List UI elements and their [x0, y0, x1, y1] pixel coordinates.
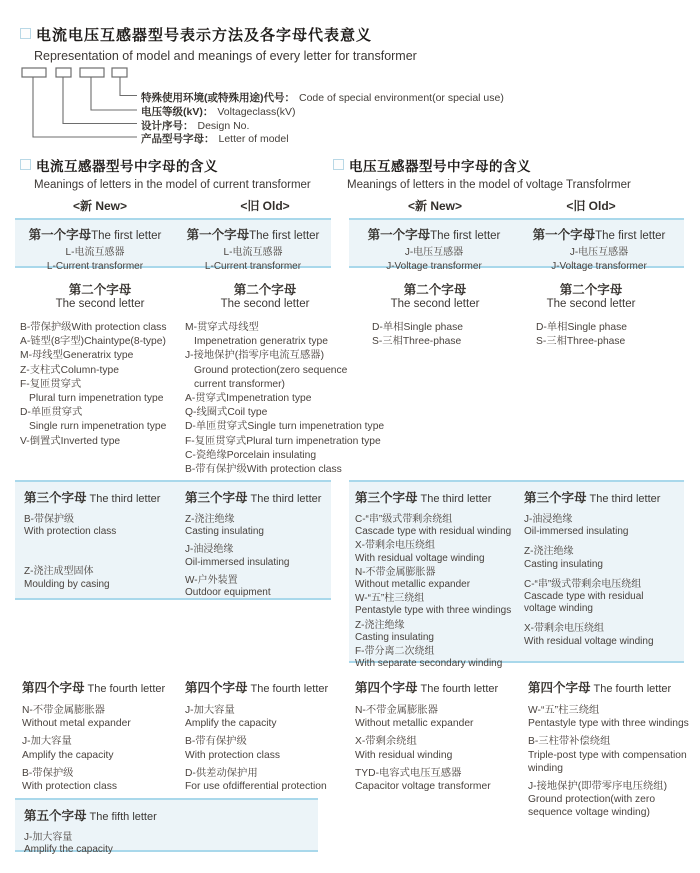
voltage-section-title — [333, 155, 631, 191]
entry-line: C-“串”级式带剩余电压绕组 — [524, 578, 642, 590]
entry-line: voltage winding — [524, 603, 593, 615]
first-letter-head-en: The first letter — [91, 230, 162, 242]
entry-line: With residual voltage winding — [524, 635, 654, 647]
letter-entry-list — [20, 321, 180, 449]
entry-line: J-加大容量 — [24, 832, 73, 843]
entry-line: winding — [528, 762, 563, 774]
entry-line: J-油浸绝缘 — [185, 544, 234, 556]
fourth-letter-head-zh: 第四个字母 — [355, 681, 418, 695]
letter-entry — [355, 767, 523, 793]
entry-line: A-贯穿式Impenetration type — [185, 393, 312, 405]
letter-entry — [20, 349, 180, 363]
entry-line: Amplify the capacity — [24, 844, 113, 856]
entry-line: Casting insulating — [524, 558, 603, 570]
entry-line: W-户外装置 — [185, 574, 238, 586]
entry-line: L-Current transformer — [204, 260, 302, 272]
letter-entry — [20, 378, 180, 406]
leader-line-model — [33, 77, 137, 137]
first-letter-head-zh: 第一个字母 — [532, 228, 596, 242]
letter-entry — [24, 566, 176, 590]
fourth-letter-col-current-old — [185, 678, 345, 798]
letter-entry — [24, 514, 176, 538]
second-letter-head-zh: 第二个字母 — [403, 283, 467, 297]
entry-line: N-不带金属膨胀器 — [355, 566, 436, 578]
entry-line: Single rurn impenetration type — [29, 421, 167, 433]
letter-entry-list — [24, 832, 309, 856]
fourth-letter-col-current-new — [22, 678, 180, 798]
entry-line: With residual voltage winding — [355, 552, 485, 564]
entry-line: B-带保护级With protection class — [20, 322, 167, 333]
letter-entry — [185, 392, 345, 406]
col-header-current-old: <旧 Old> — [240, 199, 290, 213]
third-letter-head-zh: 第三个字母 — [185, 491, 248, 505]
entry-line: Impenetration generatrix type — [194, 336, 328, 348]
letter-entry — [185, 449, 345, 463]
second-letter-head-en: The second letter — [55, 298, 145, 310]
second-letter-head-zh: 第二个字母 — [68, 283, 132, 297]
first-letter-cell — [175, 225, 331, 273]
entry-line: V-倒置式Inverted type — [20, 435, 121, 447]
entry-line: W-“五”柱三绕组 — [528, 705, 600, 716]
fourth-letter-head-en: The fourth letter — [420, 683, 499, 695]
first-letter-head-en: The first letter — [249, 230, 320, 242]
entry-line: current transformer) — [194, 378, 285, 390]
entry-line: J-接地保护(指零序电流互感器) — [185, 350, 324, 362]
entry-line: Without metallic expander — [355, 579, 471, 591]
first-letter-head-zh: 第一个字母 — [367, 228, 431, 242]
letter-entry — [355, 514, 523, 538]
second-letter-head-en: The second letter — [390, 298, 480, 310]
diagram-label — [141, 131, 289, 146]
page-title-zh: 电流电压互感器型号表示方法及各字母代表意义 — [36, 27, 373, 44]
first-letter-band-current — [15, 218, 331, 272]
entry-line: Pentastyle type with three windings — [355, 605, 512, 617]
entry-line: D-单相Single phase — [372, 322, 463, 333]
letter-entry-list — [24, 514, 176, 591]
fifth-letter-col — [24, 806, 309, 856]
entry-line: Triple-post type with compensation — [528, 749, 687, 761]
letter-entry — [355, 735, 523, 761]
third-letter-col-current-old — [185, 488, 325, 605]
entry-line: J-油浸绝缘 — [524, 514, 573, 525]
entry-line: L-电流互感器 — [65, 247, 125, 258]
first-letter-cell — [15, 225, 175, 273]
letter-entry — [372, 321, 518, 335]
letter-entry — [524, 623, 679, 647]
entry-line: S-三相Three-phase — [372, 336, 462, 348]
letter-entry — [22, 704, 180, 730]
entry-line: Casting insulating — [355, 631, 434, 643]
entry-line: Z-浇注成型固体 — [24, 566, 94, 578]
entry-line: J-接地保护(即带零序电压绕组) — [528, 781, 667, 793]
voltage-class-box — [80, 68, 104, 77]
fifth-letter-head-zh: 第五个字母 — [24, 809, 87, 823]
letter-entry — [185, 406, 345, 420]
entry-line: With residual winding — [355, 749, 453, 761]
current-section-title-en: Meanings of letters in the model of current transformer — [34, 179, 311, 191]
fifth-letter-band — [15, 798, 318, 856]
square-bullet-icon — [20, 159, 31, 170]
first-letter-cell — [349, 225, 519, 273]
fourth-letter-head-zh: 第四个字母 — [528, 681, 591, 695]
letter-entry — [185, 704, 345, 730]
special-code-box — [112, 68, 127, 77]
letter-entry — [528, 735, 688, 775]
entry-line: A-链型(8字型)Chaintype(8-type) — [20, 336, 166, 348]
diagram-label-zh: 设计序号： — [141, 119, 194, 132]
entry-line: Oil-immersed insulating — [524, 526, 629, 538]
letter-entry-list — [355, 514, 523, 670]
voltage-section-title-zh: 电压互感器型号中字母的含义 — [349, 159, 531, 174]
entry-line: Q-线圈式Coil type — [185, 407, 268, 419]
third-letter-band-voltage — [349, 480, 684, 670]
letter-entry — [528, 704, 688, 730]
third-letter-head-en: The third letter — [589, 493, 661, 505]
letter-entry — [355, 567, 523, 591]
entry-line: Ground protection(zero sequence — [194, 364, 348, 376]
letter-entry — [355, 593, 523, 617]
letter-entry — [20, 435, 180, 449]
first-letter-head-zh: 第一个字母 — [28, 228, 92, 242]
diagram-label — [141, 90, 504, 105]
entry-line: Z-浇注绝缘 — [185, 514, 235, 525]
letter-entry — [536, 321, 666, 335]
fourth-letter-col-voltage-old — [528, 678, 688, 825]
letter-entry — [355, 704, 523, 730]
letter-entry — [185, 420, 385, 434]
letter-entry — [185, 767, 345, 793]
letter-entry — [24, 832, 309, 856]
entry-line: With protection class — [22, 781, 117, 793]
entry-line: B-三柱带补偿绕组 — [528, 736, 611, 748]
design-no-box — [56, 68, 71, 77]
diagram-label-zh: 特殊使用环境(或特殊用途)代号： — [141, 92, 295, 104]
entry-line: Plural turn impenetration type — [29, 393, 164, 405]
entry-line: J-Voltage transformer — [551, 260, 647, 272]
entry-line: Z-浇注绝缘 — [524, 546, 574, 558]
voltage-section-title-en: Meanings of letters in the model of voltage Transfolrmer — [347, 179, 631, 191]
letter-entry — [185, 435, 381, 449]
fourth-letter-head-en: The fourth letter — [593, 683, 672, 695]
first-letter-head-en: The first letter — [430, 230, 501, 242]
entry-line: S-三相Three-phase — [536, 336, 626, 348]
third-letter-head-en: The third letter — [89, 493, 161, 505]
entry-line: TYD-电容式电压互感器 — [355, 767, 462, 779]
entry-line: B-带保护级 — [22, 767, 74, 779]
second-letter-head-zh: 第二个字母 — [233, 283, 297, 297]
entry-line: Outdoor equipment — [185, 587, 271, 599]
letter-entry-list — [185, 704, 345, 793]
entry-line: F-复匝贯穿式 — [20, 378, 82, 390]
third-letter-head-en: The third letter — [250, 493, 322, 505]
entry-line: W-“五”柱三绕组 — [355, 593, 425, 605]
square-bullet-icon — [333, 159, 344, 170]
letter-entry — [536, 335, 666, 349]
first-letter-head-en: The first letter — [595, 230, 666, 242]
entry-line: Casting insulating — [185, 526, 264, 538]
fourth-letter-col-voltage-new — [355, 678, 523, 798]
letter-entry — [524, 546, 679, 570]
entry-line: Amplify the capacity — [185, 718, 277, 730]
entry-line: With protection class — [185, 749, 280, 761]
letter-entry — [22, 767, 180, 793]
fourth-letter-head-en: The fourth letter — [87, 683, 166, 695]
letter-entry — [355, 646, 523, 670]
letter-entry-list — [524, 514, 679, 648]
entry-line: J-电压互感器 — [404, 247, 464, 258]
entry-line: Z-浇注绝缘 — [355, 619, 405, 631]
entry-line: Z-支柱式Column-type — [20, 364, 119, 376]
col-header-current-new: <新 New> — [72, 199, 128, 213]
entry-line: Moulding by casing — [24, 578, 110, 590]
diagram-label-en: Letter of model — [218, 133, 289, 145]
letter-entry — [524, 579, 679, 616]
entry-line: D-单匝贯穿式Single turn impenetration type — [185, 421, 385, 433]
letter-entry — [20, 406, 180, 434]
entry-line: F-带分离二次绕组 — [355, 646, 435, 658]
letter-entry — [355, 620, 523, 644]
diagram-label-en: Design No. — [197, 119, 250, 132]
fourth-letter-head-zh: 第四个字母 — [185, 681, 248, 695]
letter-entry-list — [516, 321, 666, 349]
entry-line: For use ofdifferential protection — [185, 781, 327, 793]
entry-line: Pentastyle type with three windings — [528, 718, 689, 730]
entry-line: C-瓷绝缘Porcelain insulating — [185, 449, 317, 461]
entry-line: N-不带金属膨胀器 — [22, 705, 105, 716]
entry-line: J-Voltage transformer — [386, 260, 482, 272]
letter-entry-list — [352, 321, 518, 349]
entry-line: Without metal expander — [22, 718, 131, 730]
entry-line: Amplify the capacity — [22, 749, 114, 761]
letter-entry — [185, 349, 348, 392]
current-section-title — [20, 155, 311, 191]
second-letter-head-zh: 第二个字母 — [559, 283, 623, 297]
entry-line: F-复匝贯穿式Plural turn impenetration type — [185, 435, 381, 447]
first-letter-band-voltage — [349, 218, 684, 272]
diagram-label-en: Voltageclass(kV) — [217, 106, 296, 118]
third-letter-head-zh: 第三个字母 — [355, 491, 418, 505]
entry-line: B-带有保护级With protection class — [185, 464, 342, 476]
entry-line: D-单匝贯穿式 — [20, 407, 83, 419]
entry-line: D-供差动保护用 — [185, 767, 258, 779]
fifth-letter-head-en: The fifth letter — [89, 811, 157, 823]
letter-entry — [185, 463, 345, 477]
entry-line: Oil-immersed insulating — [185, 556, 290, 568]
letter-entry — [185, 321, 345, 349]
entry-line: J-加大容量 — [22, 736, 72, 748]
entry-line: X-带剩余绕组 — [355, 736, 417, 748]
first-letter-head-zh: 第一个字母 — [186, 228, 250, 242]
second-letter-col-current-old — [185, 283, 385, 477]
entry-line: J-加大容量 — [185, 705, 235, 716]
entry-line: Cascade type with residual winding — [355, 526, 512, 538]
letter-entry — [355, 540, 523, 564]
diagram-label-zh: 产品型号字母： — [141, 133, 215, 145]
letter-entry — [185, 514, 325, 538]
entry-line: Cascade type with residual — [524, 591, 644, 603]
letter-entry — [22, 735, 180, 761]
fourth-letter-head-zh: 第四个字母 — [22, 681, 85, 695]
entry-line: C-“串”级式带剩余绕组 — [355, 514, 453, 525]
entry-line: M-贯穿式母线型 — [185, 322, 259, 333]
third-letter-head-zh: 第三个字母 — [524, 491, 587, 505]
letter-entry — [20, 321, 180, 335]
letter-entry-list — [185, 514, 325, 599]
entry-line: B-带有保护级 — [185, 736, 247, 748]
letter-entry — [185, 575, 325, 599]
entry-line: D-单相Single phase — [536, 322, 627, 333]
second-letter-col-current-new — [20, 283, 180, 449]
third-letter-col-current-new — [24, 488, 176, 597]
entry-line: L-Current transformer — [46, 260, 144, 272]
letter-entry-list — [355, 704, 523, 793]
second-letter-col-voltage-old — [516, 283, 666, 349]
entry-line: M-母线型Generatrix type — [20, 350, 134, 362]
letter-entry-list — [528, 704, 688, 820]
col-header-voltage-new: <新 New> — [407, 199, 463, 213]
entry-line: N-不带金属膨胀器 — [355, 705, 438, 716]
second-letter-head-en: The second letter — [220, 298, 310, 310]
third-letter-head-zh: 第三个字母 — [24, 491, 87, 505]
letter-entry — [524, 514, 679, 538]
entry-line: L-电流互感器 — [223, 247, 283, 258]
third-letter-head-en: The third letter — [420, 493, 492, 505]
letter-entry — [20, 364, 180, 378]
entry-line: With protection class — [24, 526, 117, 538]
entry-line: X-带剩余电压绕组 — [524, 623, 604, 635]
letter-entry-list — [22, 704, 180, 793]
page-title-en: Representation of model and meanings of every letter for transformer — [34, 49, 417, 63]
letter-entry — [185, 735, 345, 761]
letter-entry-list — [185, 321, 385, 477]
fourth-letter-head-en: The fourth letter — [250, 683, 329, 695]
entry-line: Without metallic expander — [355, 718, 474, 730]
col-header-voltage-old: <旧 Old> — [566, 199, 616, 213]
leader-line-voltage — [91, 77, 137, 110]
letter-entry — [185, 544, 325, 568]
model-letter-box — [22, 68, 46, 77]
entry-line: X-带剩余电压绕组 — [355, 540, 435, 552]
entry-line: With separate secondary winding — [355, 658, 503, 670]
entry-line: Capacitor voltage transformer — [355, 781, 491, 793]
third-letter-col-voltage-new — [355, 488, 523, 672]
second-letter-head-en: The second letter — [546, 298, 636, 310]
entry-line: Ground protection(with zero — [528, 794, 656, 806]
leader-line-design — [63, 77, 137, 124]
letter-entry — [372, 335, 518, 349]
leader-line-special — [120, 77, 137, 96]
third-letter-band-current — [15, 480, 331, 600]
current-section-title-zh: 电流互感器型号中字母的含义 — [36, 159, 218, 174]
letter-entry — [528, 780, 688, 820]
entry-line: sequence voltage winding) — [528, 807, 650, 819]
entry-line: J-电压互感器 — [569, 247, 629, 258]
model-structure-diagram — [0, 0, 700, 160]
letter-entry — [20, 335, 180, 349]
second-letter-col-voltage-new — [352, 283, 518, 349]
third-letter-col-voltage-old — [524, 488, 679, 656]
diagram-label-en: Code of special environment(or special use) — [299, 92, 504, 104]
diagram-label-zh: 电压等级(kV)： — [141, 106, 214, 118]
entry-line: B-带保护级 — [24, 514, 74, 525]
first-letter-cell — [519, 225, 679, 273]
